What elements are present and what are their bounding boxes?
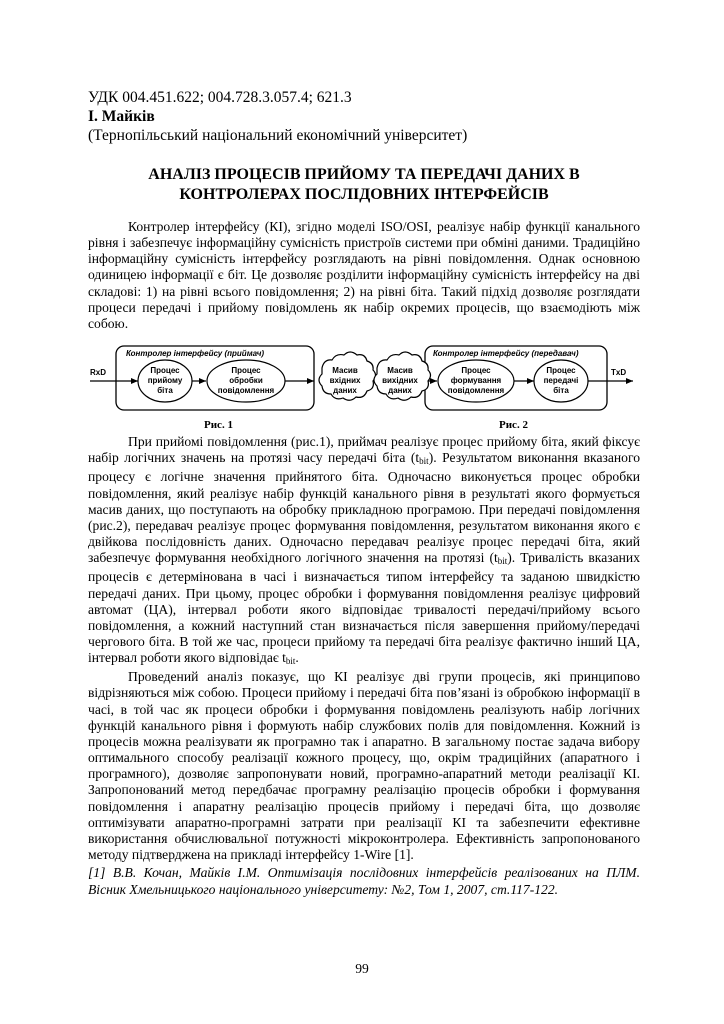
receiver-controller-title: Контролер інтерфейсу (приймач)	[126, 349, 265, 359]
author-affiliation: (Тернопільський національний економічний університет)	[88, 127, 468, 144]
p2-text-3: ). Тривалість вказаних процесів є детермінована в часі і визначається типом інтерфейсу та заданою швидкістю передачі даних. При цьому, процес обробки і формування повідомлення реалізує цифровий автомат (ЦА), інтервал роботи якого відповідає тривалості передачі/прийому всього повідомлення, а кожний наступний стан визначається після завершення прийому/передачі чергового біта. В той же час, процеси прийому та передачі біта реалізує фактично інший ЦА, інтервал роботи якого відповідає t	[88, 550, 640, 666]
p2-text-1: При прийомі повідомлення (рис.1), приймач реалізує процес прийому біта, який фіксує набір логічних значень на протязі часу передачі біта (t	[88, 434, 640, 466]
p2-sub-1: bit	[419, 456, 429, 467]
proc-msg-rx-l3: повідомлення	[217, 386, 275, 396]
proc-bit-rx-l2: прийому	[147, 376, 183, 386]
proc-msg-rx-l2: обробки	[229, 376, 263, 386]
reference-1: [1] В.В. Кочан, Майків І.М. Оптимізація послідовних інтерфейсів реалізованих на ПЛМ. Вісник Хмельницького національного університету: №2, Том 1, 2007, ст.117-122.	[88, 865, 640, 897]
proc-bit-tx-l3: біта	[553, 386, 569, 396]
paragraph-intro: Контролер інтерфейсу (КІ), згідно моделі ISO/OSI, реалізує набір функції канального рівня і забезпечує інформаційну сумісність пристроїв системи при обміні даними. Традиційно інформаційну сумісність інтерфейсу розглядають на рівні повідомлення. Однак основною одиницею інформації є біт. Це дозволяє розділити інформаційну сумісність інтерфейсу на дві складові: 1) на рівні всього повідомлення; 2) на рівні біта. Такий підхід дозволяє розглядати процеси передачі і прийому повідомлень як набір окремих процесів, що взаємодіють між собою.	[88, 219, 640, 331]
proc-bit-rx-l1: Процес	[150, 366, 180, 376]
figure-captions	[88, 418, 640, 434]
p2-text-4: .	[295, 650, 299, 666]
array-in-l3: даних	[333, 386, 357, 396]
paragraph-processes	[88, 434, 640, 669]
rxd-label: RxD	[90, 368, 107, 378]
transmitter-controller-title: Контролер інтерфейсу (передавач)	[433, 349, 579, 359]
proc-bit-tx-l2: передачі	[543, 376, 579, 386]
array-in-l1: Масив	[332, 366, 358, 376]
array-in-l2: вхідних	[329, 376, 361, 386]
caption-fig-1: Рис. 1	[204, 419, 233, 432]
array-out-l1: Масив	[387, 366, 413, 376]
page-number: 99	[355, 961, 369, 976]
proc-msg-tx-l1: Процес	[461, 366, 491, 376]
p2-text-2: ). Результатом виконання вказаного процесу є логічне значення прийнятого біта. Одночасно виконується процес обробки повідомлення, який реалізує набір функцій канального рівня в результаті якого формується масив даних, що поступають на обробку прикладною програмою. При передачі повідомлення (рис.2), передавач реалізує процес формування повідомлення, результатом виконання якого є двійкова послідовність даних. Одночасно передавач реалізує процес передачі біта, який забезпечує формування необхідного логічного значення на протязі (t	[88, 450, 640, 566]
paragraph-analysis: Проведений аналіз показує, що КІ реалізує дві групи процесів, які принципово відрізняються між собою. Процеси прийому і передачі біта пов’язані із обробкою інформації в часі, в той час як процеси обробки і формування повідомлень реалізують набір логічних функцій канального рівня і формують набір службових полів для повідомлення. Кожний із процесів можна реалізувати як програмно так і апаратно. В загальному постає задача вибору оптимального способу реалізації кожного процесу, що, окрім традиційних (апаратного і програмного), дозволяє запропонувати новий, програмно-апаратний методи реалізації КІ. Запропонований метод передбачає програмну реалізацію процесів обробки і формування повідомлення і апаратну реалізацію процесів прийому і передачі біта, що дозволяє оптимізувати апаратно-програмні затрати при реалізації КІ та забезпечити ефективне використання обчислювальної потужності мікроконтролера. Ефективність запропонованого методу підтверджена на прикладі інтерфейсу 1-Wire [1].	[88, 669, 640, 862]
author-name: І. Майків	[88, 108, 155, 125]
title-line-1: АНАЛІЗ ПРОЦЕСІВ ПРИЙОМУ ТА ПЕРЕДАЧІ ДАНИХ В	[148, 166, 580, 183]
figure-block	[88, 338, 640, 418]
proc-msg-tx-l3: повідомлення	[447, 386, 505, 396]
proc-msg-tx-l2: формування	[450, 376, 502, 386]
array-out-l2: вихідних	[382, 376, 418, 386]
array-out-l3: даних	[388, 386, 412, 396]
udk-line: УДК 004.451.622; 004.728.3.057.4; 621.3	[88, 89, 352, 106]
figure-diagram	[88, 338, 640, 418]
page-content	[88, 88, 640, 898]
txd-label: TxD	[611, 368, 627, 378]
proc-msg-rx-l1: Процес	[231, 366, 261, 376]
caption-fig-2: Рис. 2	[499, 419, 528, 432]
p2-sub-2: bit	[497, 556, 508, 567]
proc-bit-tx-l1: Процес	[546, 366, 576, 376]
title-line-2: КОНТРОЛЕРАХ ПОСЛІДОВНИХ ІНТЕРФЕЙСІВ	[179, 186, 549, 203]
p2-sub-3: bit	[285, 656, 296, 667]
proc-bit-rx-l3: біта	[157, 386, 173, 396]
paper-title	[88, 165, 640, 205]
